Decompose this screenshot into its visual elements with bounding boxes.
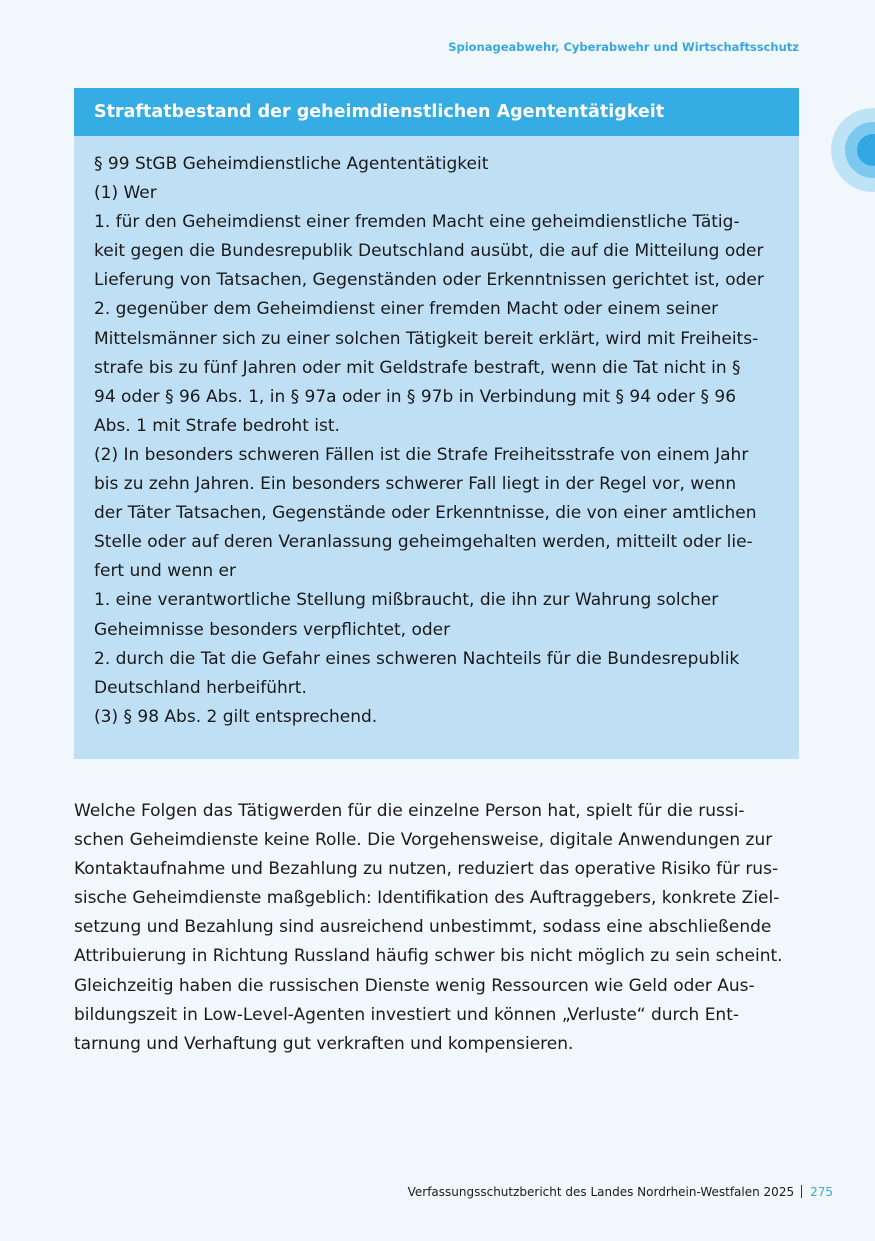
info-box-body bbox=[74, 136, 799, 732]
law-text-line: § 99 StGB Geheimdienstliche Agententätigkeit bbox=[94, 154, 489, 174]
law-text-line: Mittelsmänner sich zu einer solchen Tätigkeit bereit erklärt, wird mit Freiheits- bbox=[94, 328, 759, 349]
body-text-line: tarnung und Verhaftung gut verkraften und kompensieren. bbox=[74, 1033, 574, 1054]
footer-separator bbox=[801, 1185, 802, 1198]
law-text-line: (2) In besonders schweren Fällen ist die Strafe Freiheitsstrafe von einem Jahr bbox=[94, 444, 749, 465]
body-text-line: Attribuierung in Richtung Russland häufig schwer bis nicht möglich zu sein scheint. bbox=[74, 946, 783, 967]
body-text-line: Gleichzeitig haben die russischen Dienste wenig Ressourcen wie Geld oder Aus- bbox=[74, 975, 755, 996]
law-text-line: 94 oder § 96 Abs. 1, in § 97a oder in § 97b in Verbindung mit § 94 oder § 96 bbox=[94, 386, 737, 407]
body-text-line: schen Geheimdienste keine Rolle. Die Vorgehensweise, digitale Anwendungen zur bbox=[74, 830, 773, 851]
page-number: 275 bbox=[810, 1185, 833, 1199]
page-footer bbox=[408, 1185, 833, 1199]
law-text-line: 2. durch die Tat die Gefahr eines schweren Nachteils für die Bundesrepublik bbox=[94, 648, 740, 669]
law-text-line: Stelle oder auf deren Veranlassung geheimgehalten werden, mitteilt oder lie- bbox=[94, 532, 753, 553]
running-head: Spionageabwehr, Cyberabwehr und Wirtschaftsschutz bbox=[448, 40, 799, 54]
law-text-line: Deutschland herbeiführt. bbox=[94, 677, 307, 698]
law-text-line: keit gegen die Bundesrepublik Deutschland ausübt, die auf die Mitteilung oder bbox=[94, 241, 764, 262]
law-text-line: Lieferung von Tatsachen, Gegenständen oder Erkenntnissen gerichtet ist, oder bbox=[94, 270, 764, 291]
body-paragraph bbox=[74, 797, 799, 1059]
law-text-line: (3) § 98 Abs. 2 gilt entsprechend. bbox=[94, 706, 378, 727]
law-text-line: 2. gegenüber dem Geheimdienst einer fremden Macht oder einem seiner bbox=[94, 299, 719, 320]
info-box bbox=[74, 88, 799, 759]
law-text-line: 1. eine verantwortliche Stellung mißbraucht, die ihn zur Wahrung solcher bbox=[94, 590, 719, 611]
body-text-line: sische Geheimdienste maßgeblich: Identifikation des Auftraggebers, konkrete Ziel- bbox=[74, 888, 780, 909]
body-text-line: bildungszeit in Low-Level-Agenten investiert und können „Verluste“ durch Ent- bbox=[74, 1004, 740, 1025]
body-text-line: setzung und Bezahlung sind ausreichend unbestimmt, sodass eine abschließende bbox=[74, 917, 772, 938]
law-text-line: (1) Wer bbox=[94, 183, 157, 204]
law-text-line: bis zu zehn Jahren. Ein besonders schwerer Fall liegt in der Regel vor, wenn bbox=[94, 474, 737, 495]
law-text-line: 1. für den Geheimdienst einer fremden Macht eine geheimdienstliche Tätig- bbox=[94, 212, 740, 233]
body-text-line: Welche Folgen das Tätigwerden für die einzelne Person hat, spielt für die russi- bbox=[74, 801, 745, 821]
law-text-line: fert und wenn er bbox=[94, 561, 237, 582]
law-text-line: Abs. 1 mit Strafe bedroht ist. bbox=[94, 415, 340, 436]
info-box-title: Straftatbestand der geheimdienstlichen Agententätigkeit bbox=[74, 88, 799, 136]
law-text-line: strafe bis zu fünf Jahren oder mit Geldstrafe bestraft, wenn die Tat nicht in § bbox=[94, 357, 741, 378]
footer-publication: Verfassungsschutzbericht des Landes Nordrhein-Westfalen 2025 bbox=[407, 1185, 795, 1199]
law-text-line: der Täter Tatsachen, Gegenstände oder Erkenntnisse, die von einer amtlichen bbox=[94, 503, 757, 524]
law-text-line: Geheimnisse besonders verpflichtet, oder bbox=[94, 619, 451, 640]
body-text-line: Kontaktaufnahme und Bezahlung zu nutzen, reduziert das operative Risiko für rus- bbox=[74, 859, 779, 880]
